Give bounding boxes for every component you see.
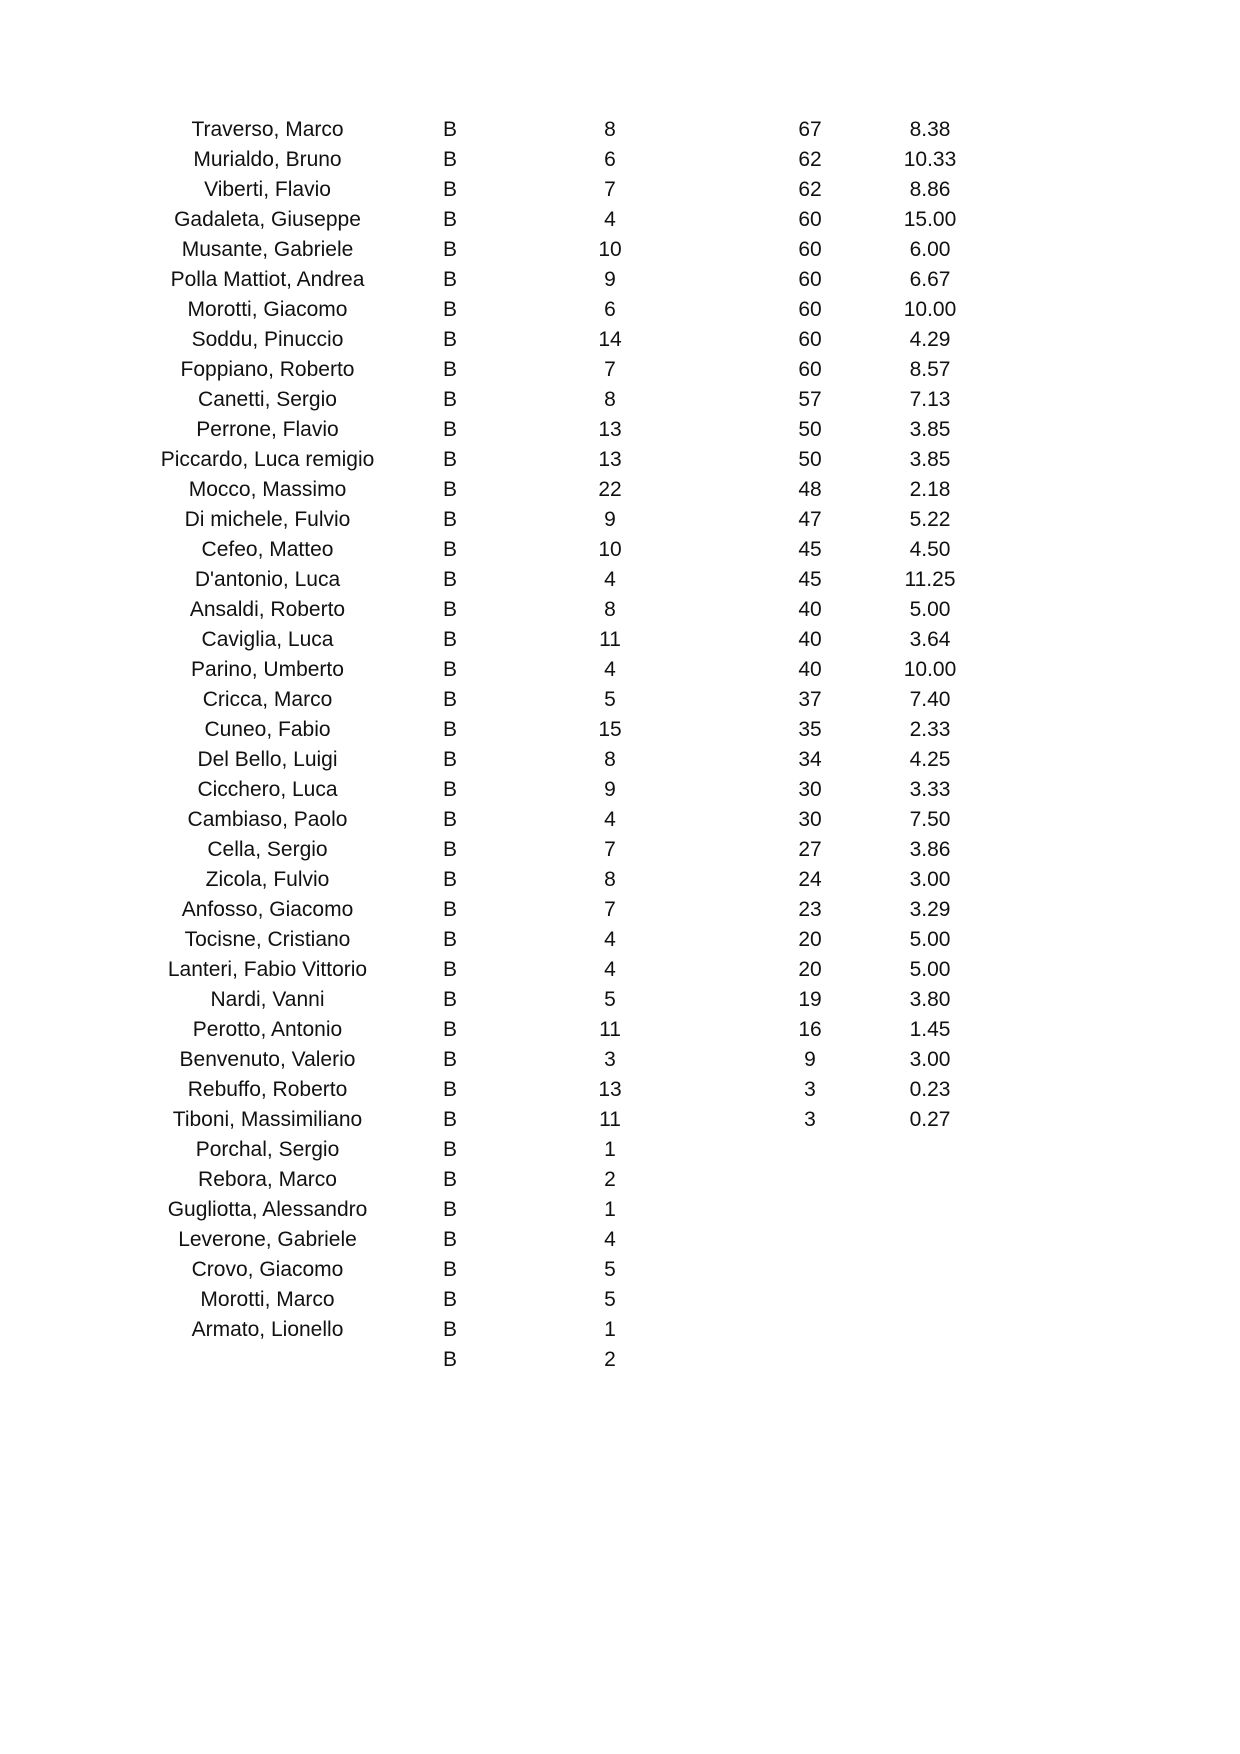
- points-cell: 3: [804, 1078, 816, 1101]
- table-row: [0, 775, 1240, 805]
- average-cell: 1.45: [909, 1018, 951, 1041]
- player-name-cell: Canetti, Sergio: [198, 388, 337, 411]
- category-cell: B: [442, 1078, 457, 1101]
- category-cell: B: [442, 1258, 457, 1281]
- points-cell: 60: [798, 238, 822, 261]
- points-cell: 40: [798, 628, 822, 651]
- points-cell: 45: [798, 568, 822, 591]
- average-cell: 10.00: [903, 298, 957, 321]
- category-cell: B: [442, 628, 457, 651]
- average-cell: [880, 1285, 980, 1315]
- category-cell: B: [442, 478, 457, 501]
- table-row: [0, 1075, 1240, 1105]
- points-cell: 30: [798, 808, 822, 831]
- points-cell: 16: [798, 1018, 822, 1041]
- average-cell: 4.25: [909, 748, 951, 771]
- average-cell: 3.86: [909, 838, 951, 861]
- average-cell: 3.85: [909, 448, 951, 471]
- games-played-cell: 3: [604, 1048, 616, 1071]
- category-cell: B: [442, 568, 457, 591]
- table-row: [0, 955, 1240, 985]
- category-cell: B: [442, 388, 457, 411]
- games-played-cell: 13: [598, 418, 622, 441]
- points-cell: 27: [798, 838, 822, 861]
- category-cell: B: [442, 658, 457, 681]
- player-name-cell: Tocisne, Cristiano: [184, 928, 351, 951]
- games-played-cell: 10: [598, 238, 622, 261]
- table-row: [0, 1315, 1240, 1345]
- player-name-cell: Leverone, Gabriele: [178, 1228, 357, 1251]
- games-played-cell: 8: [604, 388, 616, 411]
- average-cell: [880, 1135, 980, 1165]
- points-cell: [770, 1255, 850, 1285]
- points-cell: 34: [798, 748, 822, 771]
- points-cell: 40: [798, 598, 822, 621]
- player-name-cell: Cella, Sergio: [207, 838, 328, 861]
- points-cell: [770, 1195, 850, 1225]
- table-row: [0, 1015, 1240, 1045]
- games-played-cell: 9: [604, 778, 616, 801]
- category-cell: B: [442, 928, 457, 951]
- average-cell: [880, 1165, 980, 1195]
- games-played-cell: 4: [604, 928, 616, 951]
- player-name-cell: Lanteri, Fabio Vittorio: [167, 958, 368, 981]
- average-cell: 0.23: [909, 1078, 951, 1101]
- player-name-cell: Rebora, Marco: [198, 1168, 337, 1191]
- category-cell: B: [442, 1168, 457, 1191]
- average-cell: 5.00: [909, 958, 951, 981]
- player-name-cell: Soddu, Pinuccio: [191, 328, 344, 351]
- games-played-cell: 22: [598, 478, 622, 501]
- table-row: [0, 415, 1240, 445]
- average-cell: 8.57: [909, 358, 951, 381]
- table-row: [0, 1195, 1240, 1225]
- category-cell: B: [442, 1048, 457, 1071]
- table-row: [0, 805, 1240, 835]
- points-cell: 30: [798, 778, 822, 801]
- table-row: [0, 325, 1240, 355]
- games-played-cell: 5: [604, 688, 616, 711]
- games-played-cell: 13: [598, 448, 622, 471]
- table-row: [0, 1255, 1240, 1285]
- table-row: [0, 745, 1240, 775]
- table-row: [0, 685, 1240, 715]
- average-cell: 7.13: [909, 388, 951, 411]
- table-row: [0, 535, 1240, 565]
- table-row: [0, 445, 1240, 475]
- average-cell: 10.33: [903, 148, 957, 171]
- average-cell: 2.33: [909, 718, 951, 741]
- table-row: [0, 985, 1240, 1015]
- points-cell: 23: [798, 898, 822, 921]
- average-cell: [880, 1255, 980, 1285]
- average-cell: 5.00: [909, 928, 951, 951]
- category-cell: B: [442, 448, 457, 471]
- games-played-cell: 4: [604, 658, 616, 681]
- table-row: [0, 1045, 1240, 1075]
- games-played-cell: 7: [604, 178, 616, 201]
- category-cell: B: [442, 328, 457, 351]
- average-cell: 5.22: [909, 508, 951, 531]
- games-played-cell: 10: [598, 538, 622, 561]
- games-played-cell: 1: [604, 1198, 616, 1221]
- category-cell: B: [442, 1018, 457, 1041]
- points-cell: 37: [798, 688, 822, 711]
- player-name-cell: Tiboni, Massimiliano: [172, 1108, 363, 1131]
- games-played-cell: 2: [604, 1348, 616, 1371]
- points-cell: 20: [798, 928, 822, 951]
- results-table: [0, 115, 1240, 1375]
- points-cell: [770, 1285, 850, 1315]
- games-played-cell: 6: [604, 148, 616, 171]
- category-cell: B: [442, 718, 457, 741]
- player-name-cell: Morotti, Giacomo: [187, 298, 348, 321]
- points-cell: [770, 1165, 850, 1195]
- category-cell: B: [442, 1288, 457, 1311]
- points-cell: 60: [798, 328, 822, 351]
- table-row: [0, 145, 1240, 175]
- points-cell: [770, 1315, 850, 1345]
- games-played-cell: 14: [598, 328, 622, 351]
- player-name-cell: Nardi, Vanni: [210, 988, 325, 1011]
- points-cell: 20: [798, 958, 822, 981]
- player-name-cell: Armato, Lionello: [191, 1318, 344, 1341]
- games-played-cell: 9: [604, 268, 616, 291]
- games-played-cell: 4: [604, 958, 616, 981]
- points-cell: 67: [798, 118, 822, 141]
- table-row: [0, 835, 1240, 865]
- player-name-cell: Cuneo, Fabio: [204, 718, 331, 741]
- games-played-cell: 9: [604, 508, 616, 531]
- points-cell: 19: [798, 988, 822, 1011]
- games-played-cell: 7: [604, 838, 616, 861]
- player-name-cell: Polla Mattiot, Andrea: [170, 268, 365, 291]
- average-cell: 6.67: [909, 268, 951, 291]
- table-row: [0, 1285, 1240, 1315]
- games-played-cell: 5: [604, 1288, 616, 1311]
- player-name-cell: Traverso, Marco: [191, 118, 344, 141]
- category-cell: B: [442, 238, 457, 261]
- table-row: [0, 1165, 1240, 1195]
- average-cell: 3.85: [909, 418, 951, 441]
- games-played-cell: 2: [604, 1168, 616, 1191]
- games-played-cell: 8: [604, 118, 616, 141]
- average-cell: 2.18: [909, 478, 951, 501]
- games-played-cell: 8: [604, 598, 616, 621]
- category-cell: B: [442, 1198, 457, 1221]
- player-name-cell: Del Bello, Luigi: [197, 748, 338, 771]
- average-cell: 7.50: [909, 808, 951, 831]
- table-row: [0, 475, 1240, 505]
- table-row: [0, 355, 1240, 385]
- player-name-cell: Morotti, Marco: [200, 1288, 335, 1311]
- category-cell: B: [442, 778, 457, 801]
- player-name-cell: Viberti, Flavio: [204, 178, 331, 201]
- player-name-cell: Mocco, Massimo: [188, 478, 347, 501]
- category-cell: B: [442, 1318, 457, 1341]
- table-row: [0, 565, 1240, 595]
- table-row: [0, 865, 1240, 895]
- category-cell: B: [442, 178, 457, 201]
- points-cell: 50: [798, 448, 822, 471]
- average-cell: 3.64: [909, 628, 951, 651]
- games-played-cell: 11: [599, 1018, 621, 1041]
- player-name-cell: [150, 1345, 385, 1375]
- table-row: [0, 1105, 1240, 1135]
- table-row: [0, 1225, 1240, 1255]
- average-cell: 5.00: [909, 598, 951, 621]
- average-cell: [880, 1345, 980, 1375]
- points-cell: 50: [798, 418, 822, 441]
- average-cell: 3.29: [909, 898, 951, 921]
- player-name-cell: Porchal, Sergio: [195, 1138, 340, 1161]
- points-cell: 62: [798, 148, 822, 171]
- games-played-cell: 1: [604, 1138, 616, 1161]
- games-played-cell: 4: [604, 808, 616, 831]
- table-row: [0, 1345, 1240, 1375]
- average-cell: 8.86: [909, 178, 951, 201]
- games-played-cell: 7: [604, 358, 616, 381]
- category-cell: B: [442, 118, 457, 141]
- category-cell: B: [442, 598, 457, 621]
- player-name-cell: Cicchero, Luca: [197, 778, 338, 801]
- games-played-cell: 5: [604, 1258, 616, 1281]
- games-played-cell: 4: [604, 208, 616, 231]
- player-name-cell: Parino, Umberto: [191, 658, 344, 681]
- points-cell: 35: [798, 718, 822, 741]
- average-cell: 4.29: [909, 328, 951, 351]
- games-played-cell: 7: [604, 898, 616, 921]
- average-cell: 6.00: [909, 238, 951, 261]
- average-cell: 8.38: [909, 118, 951, 141]
- points-cell: 57: [798, 388, 822, 411]
- average-cell: 4.50: [909, 538, 951, 561]
- category-cell: B: [442, 898, 457, 921]
- table-row: [0, 895, 1240, 925]
- player-name-cell: Caviglia, Luca: [201, 628, 334, 651]
- average-cell: 11.25: [904, 568, 956, 591]
- table-row: [0, 295, 1240, 325]
- player-name-cell: Perotto, Antonio: [192, 1018, 343, 1041]
- table-row: [0, 205, 1240, 235]
- points-cell: 48: [798, 478, 822, 501]
- player-name-cell: Gadaleta, Giuseppe: [174, 208, 361, 231]
- table-row: [0, 175, 1240, 205]
- category-cell: B: [442, 148, 457, 171]
- category-cell: B: [442, 808, 457, 831]
- games-played-cell: 11: [599, 1108, 621, 1131]
- games-played-cell: 8: [604, 868, 616, 891]
- average-cell: 7.40: [909, 688, 951, 711]
- category-cell: B: [442, 418, 457, 441]
- player-name-cell: Benvenuto, Valerio: [179, 1048, 356, 1071]
- points-cell: 40: [798, 658, 822, 681]
- games-played-cell: 1: [604, 1318, 616, 1341]
- player-name-cell: Cefeo, Matteo: [201, 538, 334, 561]
- points-cell: 47: [798, 508, 822, 531]
- table-row: [0, 505, 1240, 535]
- category-cell: B: [442, 358, 457, 381]
- average-cell: 0.27: [909, 1108, 951, 1131]
- player-name-cell: D'antonio, Luca: [194, 568, 341, 591]
- points-cell: 60: [798, 268, 822, 291]
- table-row: [0, 235, 1240, 265]
- player-name-cell: Gugliotta, Alessandro: [167, 1198, 368, 1221]
- games-played-cell: 4: [604, 1228, 616, 1251]
- category-cell: B: [442, 1108, 457, 1131]
- average-cell: 3.00: [909, 1048, 951, 1071]
- player-name-cell: Crovo, Giacomo: [191, 1258, 344, 1281]
- table-row: [0, 115, 1240, 145]
- category-cell: B: [442, 1138, 457, 1161]
- player-name-cell: Cambiaso, Paolo: [187, 808, 348, 831]
- category-cell: B: [442, 208, 457, 231]
- table-row: [0, 655, 1240, 685]
- average-cell: 3.33: [909, 778, 951, 801]
- average-cell: 3.80: [909, 988, 951, 1011]
- category-cell: B: [442, 1228, 457, 1251]
- category-cell: B: [442, 748, 457, 771]
- table-row: [0, 625, 1240, 655]
- average-cell: 15.00: [903, 208, 957, 231]
- player-name-cell: Zicola, Fulvio: [205, 868, 330, 891]
- points-cell: [770, 1225, 850, 1255]
- games-played-cell: 5: [604, 988, 616, 1011]
- table-row: [0, 385, 1240, 415]
- average-cell: [880, 1225, 980, 1255]
- category-cell: B: [442, 1348, 457, 1371]
- games-played-cell: 15: [598, 718, 622, 741]
- player-name-cell: Anfosso, Giacomo: [181, 898, 354, 921]
- category-cell: B: [442, 538, 457, 561]
- player-name-cell: Perrone, Flavio: [196, 418, 339, 441]
- player-name-cell: Musante, Gabriele: [181, 238, 354, 261]
- category-cell: B: [442, 688, 457, 711]
- category-cell: B: [442, 958, 457, 981]
- table-row: [0, 265, 1240, 295]
- points-cell: 62: [798, 178, 822, 201]
- category-cell: B: [442, 298, 457, 321]
- points-cell: 60: [798, 208, 822, 231]
- table-row: [0, 925, 1240, 955]
- average-cell: [880, 1195, 980, 1225]
- games-played-cell: 6: [604, 298, 616, 321]
- player-name-cell: Murialdo, Bruno: [193, 148, 342, 171]
- category-cell: B: [442, 268, 457, 291]
- games-played-cell: 4: [604, 568, 616, 591]
- category-cell: B: [442, 988, 457, 1011]
- games-played-cell: 11: [599, 628, 621, 651]
- table-row: [0, 595, 1240, 625]
- player-name-cell: Rebuffo, Roberto: [187, 1078, 348, 1101]
- category-cell: B: [442, 868, 457, 891]
- points-cell: 9: [804, 1048, 816, 1071]
- average-cell: 3.00: [909, 868, 951, 891]
- games-played-cell: 13: [598, 1078, 622, 1101]
- average-cell: [880, 1315, 980, 1345]
- average-cell: 10.00: [903, 658, 957, 681]
- points-cell: [770, 1135, 850, 1165]
- player-name-cell: Di michele, Fulvio: [184, 508, 351, 531]
- player-name-cell: Piccardo, Luca remigio: [160, 448, 375, 471]
- points-cell: 60: [798, 358, 822, 381]
- points-cell: [770, 1345, 850, 1375]
- points-cell: 3: [804, 1108, 816, 1131]
- table-row: [0, 715, 1240, 745]
- points-cell: 24: [798, 868, 822, 891]
- player-name-cell: Ansaldi, Roberto: [189, 598, 346, 621]
- category-cell: B: [442, 508, 457, 531]
- player-name-cell: Foppiano, Roberto: [180, 358, 355, 381]
- points-cell: 45: [798, 538, 822, 561]
- table-row: [0, 1135, 1240, 1165]
- games-played-cell: 8: [604, 748, 616, 771]
- points-cell: 60: [798, 298, 822, 321]
- category-cell: B: [442, 838, 457, 861]
- player-name-cell: Cricca, Marco: [202, 688, 333, 711]
